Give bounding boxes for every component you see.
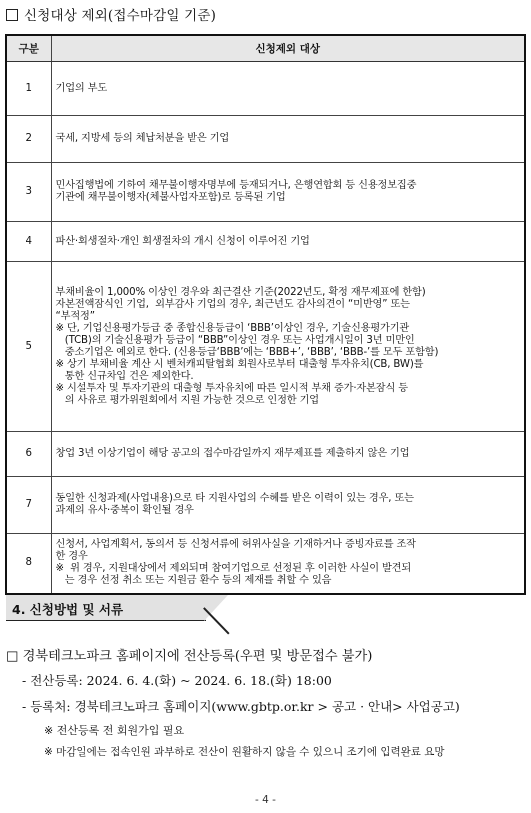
description-line: 국세, 지방세 등의 체납처분을 받은 기업 <box>55 133 230 144</box>
description-line: 자본전액잠식인 기업, 외부감사 기업의 경우, 최근년도 감사의견이 “미반영” 또는 <box>55 298 410 310</box>
row-description <box>51 62 525 116</box>
checkbox-square-icon <box>6 9 18 21</box>
membership-note: ※ 전산등록 전 회원가입 필요 <box>44 724 185 737</box>
description-line: ※ 위 경우, 지원대상에서 제외되며 참여기업으로 선정된 후 이러한 사실이 발견되 <box>55 563 412 575</box>
row-number: 6 <box>6 432 51 477</box>
description-line: 과제의 유사·중복이 확인될 경우 <box>55 505 194 516</box>
header-exclusion-target: 신청제외 대상 <box>51 35 525 62</box>
description-line: 기업의 부도 <box>55 82 108 94</box>
row-description <box>51 163 525 222</box>
page-number: - 4 - <box>255 794 276 806</box>
row-number: 4 <box>6 222 51 262</box>
description-line: 신청서, 사업계획서, 동의서 등 신청서류에 허위사실을 기재하거나 증빙자료를 조작 <box>55 539 416 551</box>
description-line: 파산·회생절차·개인 회생절차의 개시 신청이 이루어진 기업 <box>55 235 310 247</box>
description-line: 한 경우 <box>55 551 88 563</box>
row-description <box>51 534 525 594</box>
row-description <box>51 222 525 262</box>
row-description <box>51 432 525 477</box>
row-description <box>51 116 525 163</box>
row-number: 3 <box>6 163 51 222</box>
table-row <box>6 477 525 534</box>
table-row <box>6 62 525 116</box>
deadline-note: ※ 마감일에는 접속인원 과부하로 전산이 원활하지 않을 수 있으니 조기에 입력완료 요망 <box>44 746 445 758</box>
registration-period-text: - 전산등록: 2024. 6. 4.(화) ~ 2024. 6. 18.(화) 18:00 <box>22 673 332 688</box>
registration-site-text: - 등록처: 경북테크노파크 홈페이지(www.gbtp.or.kr > 공고 · 안내> 사업공고) <box>22 699 460 714</box>
description-line: 민사집행법에 기하여 채무불이행자명부에 등재되거나, 은행연합회 등 신용정보집중 <box>55 180 417 191</box>
description-line: 중소기업은 예외로 한다. (신용등급‘BBB’에는 ‘BBB+’, ‘BBB’, ‘BBB-’를 모두 포함함) <box>55 346 439 358</box>
table-row <box>6 262 525 432</box>
description-line: ※ 시설투자 및 투자기관의 대출형 투자유치에 따른 일시적 부채 증가·자본잠식 등 <box>55 382 408 394</box>
table-row <box>6 534 525 594</box>
row-number: 7 <box>6 477 51 534</box>
description-line: 의 사유로 평가위원회에서 지원 가능한 것으로 인정한 기업 <box>55 394 319 406</box>
description-line: 통한 신규차입 건은 제외한다. <box>55 370 194 382</box>
section-title: 4. 신청방법 및 서류 <box>12 602 124 617</box>
exclusion-heading <box>6 4 216 24</box>
row-description <box>51 477 525 534</box>
application-method-text: □ 경북테크노파크 홈페이지에 전산등록(우편 및 방문접수 불가) <box>6 649 373 664</box>
table-header-row <box>6 35 525 62</box>
description-line: 부채비율이 1,000% 이상인 경우와 최근결산 기준(2022년도, 확정 재무제표에 한함) <box>55 286 426 298</box>
exclusion-heading-text: 신청대상 제외(접수마감일 기준) <box>24 8 217 24</box>
row-number: 5 <box>6 262 51 432</box>
row-description <box>51 262 525 432</box>
description-line: 동일한 신청과제(사업내용)으로 타 지원사업의 수혜를 받은 이력이 있는 경우, 또는 <box>55 493 414 504</box>
table-row <box>6 116 525 163</box>
description-line: “부적정” <box>55 310 95 322</box>
description-line: (TCB)의 기술신용평가 등급이 “BBB”이상인 경우 또는 사업개시일이 3년 미만인 <box>55 334 415 346</box>
table-row <box>6 163 525 222</box>
row-number: 8 <box>6 534 51 594</box>
row-number: 1 <box>6 62 51 116</box>
header-category: 구분 <box>6 35 51 62</box>
description-line: 기관에 채무불이행자(체불사업자포함)로 등록된 기업 <box>55 192 286 203</box>
row-number: 2 <box>6 116 51 163</box>
exclusion-table <box>5 34 526 595</box>
section-heading-slant <box>204 595 228 621</box>
table-row <box>6 222 525 262</box>
description-line: ※ 상기 부채비율 계산 시 벤처캐피탈협회 회원사로부터 대출형 투자유치(CB, BW)를 <box>55 358 424 370</box>
description-line: ※ 단, 기업신용평가등급 중 종합신용등급이 ‘BBB’이상인 경우, 기술신용평가기관 <box>55 322 410 334</box>
description-line: 는 경우 선정 취소 또는 지원금 환수 등의 제재를 취할 수 있음 <box>55 575 332 587</box>
section-4-heading <box>6 595 226 622</box>
description-line: 창업 3년 이상기업이 해당 공고의 접수마감일까지 재무제표를 제출하지 않은 기업 <box>55 448 410 459</box>
table-row <box>6 432 525 477</box>
